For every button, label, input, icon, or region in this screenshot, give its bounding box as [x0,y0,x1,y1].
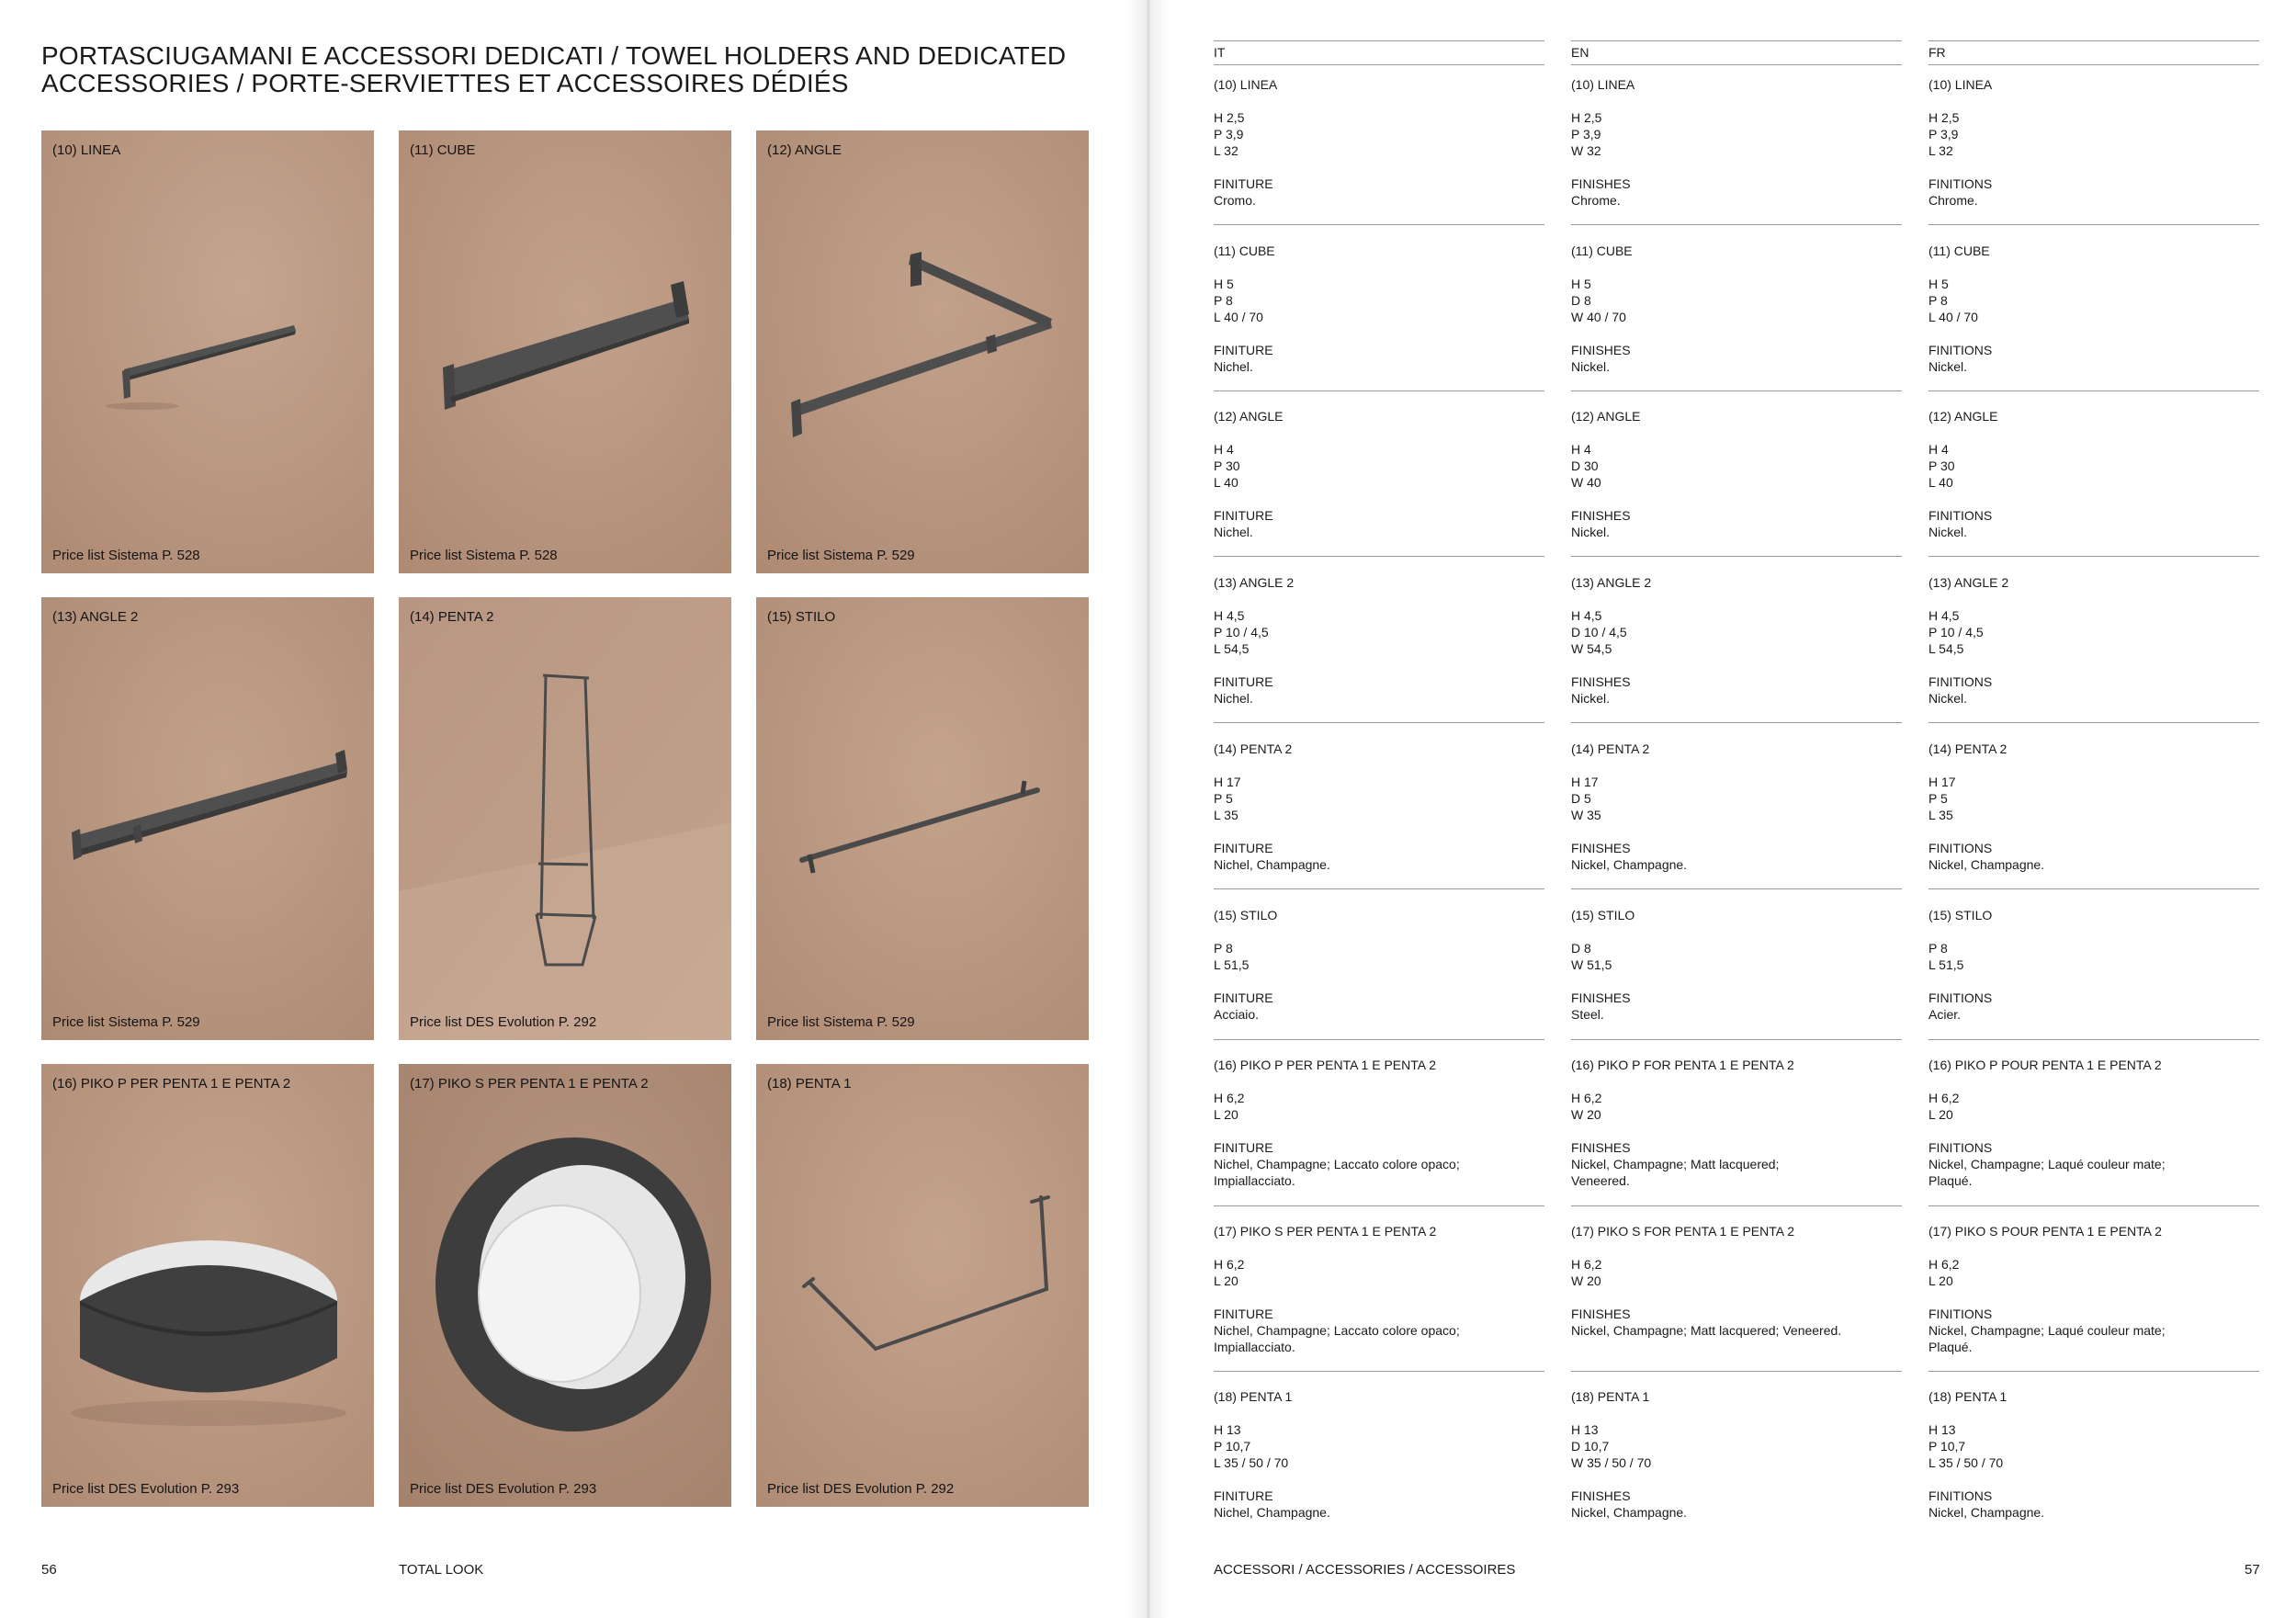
finishes-value: Nichel. [1214,691,1253,706]
spec-dimensions: H 6,2 L 20 [1214,1257,1245,1288]
spec-dimensions: H 6,2 L 20 [1214,1091,1245,1122]
spec-item [1928,907,2259,1023]
finishes-label: FINITIONS [1928,508,1993,523]
finishes-label: FINISHES [1571,508,1631,523]
product-tile-angle[interactable] [756,130,1089,573]
tile-label: (15) STILO [767,609,836,625]
finishes-label: FINISHES [1571,674,1631,689]
column-language: EN [1571,40,1902,65]
spec-divider [1571,390,1902,391]
column-language: FR [1928,40,2259,65]
tile-price: Price list Sistema P. 528 [52,548,200,563]
spec-divider [1214,888,1544,889]
finishes-label: FINITIONS [1928,1488,1993,1503]
spec-name: (16) PIKO P PER PENTA 1 E PENTA 2 [1214,1058,1436,1072]
spec-divider [1928,1039,2259,1040]
column-language: IT [1214,40,1544,65]
finishes-label: FINITIONS [1928,343,1993,357]
spec-dimensions: H 2,5 P 3,9 L 32 [1214,110,1245,158]
spec-item [1571,1388,1902,1521]
stilo-image [756,597,1089,1040]
finishes-value: Nickel, Champagne; Matt lacquered; Veneered. [1571,1157,1780,1188]
angle-image [756,130,1089,573]
finishes-value: Nichel. [1214,359,1253,374]
spec-name: (12) ANGLE [1928,409,1998,424]
finishes-value: Nickel, Champagne; Laqué couleur mate; Plaqué. [1928,1323,2166,1354]
spec-dimensions: H 17 P 5 L 35 [1928,775,1956,822]
spec-dimensions: H 4 P 30 L 40 [1928,442,1955,490]
spec-name: (11) CUBE [1571,243,1633,258]
spec-dimensions: P 8 L 51,5 [1928,941,1964,972]
spec-item [1214,1223,1544,1355]
tile-price: Price list DES Evolution P. 293 [410,1481,597,1497]
finishes-value: Nichel, Champagne. [1214,1505,1330,1520]
spec-item [1214,907,1544,1023]
spec-item [1214,243,1544,375]
spec-item [1928,1057,2259,1189]
finishes-label: FINISHES [1571,1488,1631,1503]
spec-divider [1928,390,2259,391]
spec-item [1571,741,1902,873]
section-label-left: TOTAL LOOK [399,1562,484,1578]
finishes-value: Chrome. [1928,193,1978,208]
finishes-value: Nichel. [1214,525,1253,539]
spec-dimensions: H 4,5 P 10 / 4,5 L 54,5 [1214,608,1269,656]
penta-2-image [399,597,731,1040]
page-title [41,42,1089,97]
tile-label: (17) PIKO S PER PENTA 1 E PENTA 2 [410,1076,649,1092]
finishes-value: Nickel, Champagne. [1928,857,2045,872]
finishes-label: FINITIONS [1928,1307,1993,1321]
tile-price: Price list Sistema P. 528 [410,548,558,563]
spec-dimensions: H 2,5 P 3,9 L 32 [1928,110,1960,158]
spec-name: (18) PENTA 1 [1214,1389,1293,1404]
spec-name: (15) STILO [1214,908,1278,922]
finishes-value: Nickel, Champagne; Matt lacquered; Veneered. [1571,1323,1842,1338]
spec-name: (10) LINEA [1571,77,1635,92]
product-tile-penta-1[interactable] [756,1064,1089,1507]
spec-name: (11) CUBE [1928,243,1990,258]
finishes-value: Nickel, Champagne. [1571,1505,1688,1520]
finishes-label: FINISHES [1571,343,1631,357]
tile-label: (10) LINEA [52,142,121,158]
page-number-left: 56 [41,1562,57,1578]
piko-s-image [399,1064,731,1507]
finishes-value: Acciaio. [1214,1007,1260,1022]
finishes-label: FINITURE [1214,508,1273,523]
cube-image [399,130,731,573]
product-tile-piko-s[interactable] [399,1064,731,1507]
finishes-label: FINISHES [1571,990,1631,1005]
spec-dimensions: H 6,2 W 20 [1571,1257,1602,1288]
finishes-label: FINISHES [1571,176,1631,191]
spec-dimensions: P 8 L 51,5 [1214,941,1250,972]
spec-divider [1928,888,2259,889]
spec-column-fr [1928,40,2259,1520]
tile-price: Price list DES Evolution P. 292 [410,1014,597,1030]
finishes-label: FINISHES [1571,1140,1631,1155]
spec-divider [1571,1205,1902,1206]
right-page [1148,0,2296,1618]
spec-name: (18) PENTA 1 [1928,1389,2008,1404]
tile-price: Price list DES Evolution P. 293 [52,1481,240,1497]
finishes-label: FINITURE [1214,343,1273,357]
tile-price: Price list Sistema P. 529 [52,1014,200,1030]
finishes-value: Nichel, Champagne; Laccato colore opaco; Impiallacciato. [1214,1157,1460,1188]
spec-divider [1571,1371,1902,1372]
spec-dimensions: H 5 P 8 L 40 / 70 [1214,277,1263,324]
tile-label: (14) PENTA 2 [410,609,494,625]
spec-name: (16) PIKO P FOR PENTA 1 E PENTA 2 [1571,1058,1794,1072]
page-number-right: 57 [2245,1562,2260,1578]
finishes-value: Nickel. [1928,525,1968,539]
spec-column-en [1571,40,1902,1520]
finishes-value: Nickel, Champagne. [1571,857,1688,872]
tile-price: Price list Sistema P. 529 [767,1014,915,1030]
spec-item [1928,741,2259,873]
spec-dimensions: H 4 P 30 L 40 [1214,442,1240,490]
spec-divider [1571,224,1902,225]
spec-name: (11) CUBE [1214,243,1275,258]
finishes-label: FINITIONS [1928,841,1993,855]
spec-dimensions: H 4 D 30 W 40 [1571,442,1601,490]
spec-dimensions: H 13 P 10,7 L 35 / 50 / 70 [1928,1422,2004,1470]
finishes-value: Nichel, Champagne; Laccato colore opaco; Impiallacciato. [1214,1323,1460,1354]
spec-name: (17) PIKO S PER PENTA 1 E PENTA 2 [1214,1224,1437,1239]
spec-divider [1214,556,1544,557]
spec-name: (14) PENTA 2 [1214,741,1293,756]
finishes-label: FINITURE [1214,1488,1273,1503]
spec-divider [1214,722,1544,723]
spec-name: (15) STILO [1571,908,1635,922]
spec-item [1928,1223,2259,1355]
spec-name: (13) ANGLE 2 [1928,575,2009,590]
tile-label: (16) PIKO P PER PENTA 1 E PENTA 2 [52,1076,291,1092]
tile-label: (11) CUBE [410,142,476,158]
spec-dimensions: H 4,5 D 10 / 4,5 W 54,5 [1571,608,1627,656]
piko-p-image [41,1064,374,1507]
spec-item [1571,574,1902,707]
spec-item [1214,741,1544,873]
spec-name: (12) ANGLE [1571,409,1641,424]
spec-divider [1571,722,1902,723]
spec-item [1214,1388,1544,1521]
spec-name: (10) LINEA [1214,77,1278,92]
spec-divider [1571,1039,1902,1040]
spec-column-it [1214,40,1544,1520]
spec-divider [1571,888,1902,889]
spec-divider [1214,224,1544,225]
spec-item [1928,1388,2259,1521]
finishes-label: FINITIONS [1928,674,1993,689]
finishes-label: FINISHES [1571,841,1631,855]
finishes-label: FINITIONS [1928,176,1993,191]
spec-name: (16) PIKO P POUR PENTA 1 E PENTA 2 [1928,1058,2162,1072]
tile-label: (18) PENTA 1 [767,1076,852,1092]
spec-dimensions: H 6,2 L 20 [1928,1257,1960,1288]
spec-name: (13) ANGLE 2 [1571,575,1652,590]
title-line-1: PORTASCIUGAMANI E ACCESSORI DEDICATI / TOWEL HOLDERS AND DEDICATED [41,41,1067,70]
finishes-value: Nickel. [1928,359,1968,374]
spec-item [1928,243,2259,375]
spec-name: (15) STILO [1928,908,1993,922]
spec-item [1571,76,1902,209]
penta-1-image [756,1064,1089,1507]
finishes-label: FINITIONS [1928,1140,1993,1155]
finishes-value: Nickel. [1571,691,1611,706]
spec-item [1214,408,1544,540]
angle-2-image [41,597,374,1040]
spec-divider [1214,390,1544,391]
finishes-label: FINITURE [1214,674,1273,689]
section-label-right: ACCESSORI / ACCESSORIES / ACCESSOIRES [1214,1562,1516,1578]
spec-item [1928,76,2259,209]
tile-price: Price list Sistema P. 529 [767,548,915,563]
spec-dimensions: H 5 D 8 W 40 / 70 [1571,277,1626,324]
spec-dimensions: H 4,5 P 10 / 4,5 L 54,5 [1928,608,1984,656]
spec-dimensions: H 17 D 5 W 35 [1571,775,1601,822]
spec-item [1928,574,2259,707]
finishes-label: FINITURE [1214,1307,1273,1321]
finishes-label: FINITURE [1214,176,1273,191]
product-tile-angle-2[interactable] [41,597,374,1040]
finishes-value: Steel. [1571,1007,1604,1022]
linea-image [41,130,374,573]
spec-item [1214,76,1544,209]
finishes-value: Nickel, Champagne. [1928,1505,2045,1520]
spec-name: (17) PIKO S POUR PENTA 1 E PENTA 2 [1928,1224,2162,1239]
product-tile-piko-p[interactable] [41,1064,374,1507]
spec-item [1571,907,1902,1023]
spec-dimensions: H 13 D 10,7 W 35 / 50 / 70 [1571,1422,1652,1470]
spec-divider [1214,1205,1544,1206]
spec-item [1214,1057,1544,1189]
tile-price: Price list DES Evolution P. 292 [767,1481,955,1497]
finishes-value: Acier. [1928,1007,1962,1022]
finishes-value: Nichel, Champagne. [1214,857,1330,872]
spec-name: (13) ANGLE 2 [1214,575,1295,590]
spec-dimensions: H 6,2 L 20 [1928,1091,1960,1122]
spec-item [1571,243,1902,375]
spec-dimensions: H 13 P 10,7 L 35 / 50 / 70 [1214,1422,1289,1470]
spec-dimensions: D 8 W 51,5 [1571,941,1612,972]
spec-item [1928,408,2259,540]
spec-name: (10) LINEA [1928,77,1993,92]
spec-divider [1214,1039,1544,1040]
finishes-value: Nickel. [1928,691,1968,706]
finishes-value: Nickel. [1571,525,1611,539]
product-tile-stilo[interactable] [756,597,1089,1040]
spec-divider [1928,1371,2259,1372]
finishes-label: FINISHES [1571,1307,1631,1321]
finishes-label: FINITURE [1214,990,1273,1005]
spec-name: (17) PIKO S FOR PENTA 1 E PENTA 2 [1571,1224,1794,1239]
spec-divider [1214,1371,1544,1372]
finishes-value: Nickel, Champagne; Laqué couleur mate; Plaqué. [1928,1157,2166,1188]
spec-name: (12) ANGLE [1214,409,1284,424]
spec-item [1571,408,1902,540]
finishes-label: FINITURE [1214,1140,1273,1155]
finishes-value: Cromo. [1214,193,1256,208]
product-tile-linea[interactable] [41,130,374,573]
product-tile-penta-2[interactable] [399,597,731,1040]
spec-divider [1571,556,1902,557]
spec-divider [1928,224,2259,225]
finishes-value: Chrome. [1571,193,1621,208]
spec-dimensions: H 17 P 5 L 35 [1214,775,1241,822]
spec-name: (14) PENTA 2 [1928,741,2008,756]
spec-item [1214,574,1544,707]
spec-divider [1928,722,2259,723]
spec-dimensions: H 6,2 W 20 [1571,1091,1602,1122]
spec-dimensions: H 2,5 P 3,9 W 32 [1571,110,1602,158]
finishes-label: FINITURE [1214,841,1273,855]
tile-label: (13) ANGLE 2 [52,609,139,625]
product-tile-cube[interactable] [399,130,731,573]
spec-divider [1928,556,2259,557]
spec-divider [1928,1205,2259,1206]
tile-label: (12) ANGLE [767,142,842,158]
spec-item [1571,1223,1902,1339]
title-line-2: ACCESSORIES / PORTE-SERVIETTES ET ACCESSOIRES DÉDIÉS [41,69,849,97]
spec-name: (14) PENTA 2 [1571,741,1650,756]
finishes-label: FINITIONS [1928,990,1993,1005]
spec-item [1571,1057,1902,1189]
spec-name: (18) PENTA 1 [1571,1389,1650,1404]
finishes-value: Nickel. [1571,359,1611,374]
spec-dimensions: H 5 P 8 L 40 / 70 [1928,277,1978,324]
